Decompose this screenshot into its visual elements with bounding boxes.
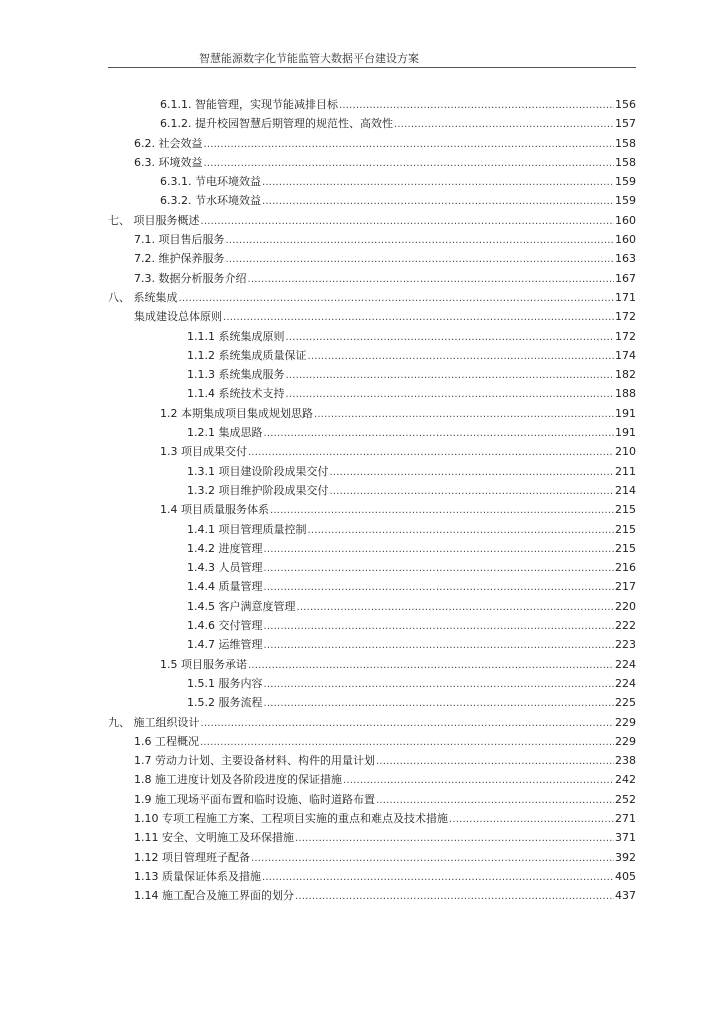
toc-entry-page-number: 437 [615,889,636,903]
toc-entry[interactable] [187,481,636,500]
toc-entry[interactable] [134,134,636,153]
toc-entry-label: 1.11 安全、文明施工及环保措施 [134,831,294,845]
toc-entry-label: 1.4.7 运维管理 [187,638,263,652]
toc-leader-dots [264,675,615,694]
toc-entry[interactable] [187,365,636,384]
toc-entry-page-number: 223 [615,638,636,652]
toc-entry-label: 1.5.1 服务内容 [187,676,263,690]
toc-entry-page-number: 158 [615,136,636,150]
toc-entry-label: 九、 施工组织设计 [108,715,200,729]
toc-entry-label: 1.8 施工进度计划及各阶段进度的保证措施 [134,773,342,787]
toc-entry-page-number: 174 [615,348,636,362]
toc-leader-dots [201,212,615,231]
toc-entry-label: 1.1.2 系统集成质量保证 [187,348,307,362]
toc-entry[interactable] [187,539,636,558]
table-of-contents [0,95,724,905]
toc-entry-label: 1.1.1 系统集成原则 [187,329,285,343]
toc-entry-label: 1.2 本期集成项目集成规划思路 [160,406,313,420]
toc-entry-page-number: 160 [615,233,636,247]
toc-entry-label: 1.4.2 进度管理 [187,541,263,555]
toc-leader-dots [314,405,614,424]
toc-entry-page-number: 371 [615,831,636,845]
toc-entry-page-number: 215 [615,503,636,517]
toc-entry-page-number: 172 [615,329,636,343]
toc-leader-dots [330,463,615,482]
toc-entry-page-number: 405 [615,869,636,883]
toc-entry-label: 八、 系统集成 [108,290,178,304]
toc-leader-dots [248,270,615,289]
toc-entry-page-number: 156 [615,98,636,111]
toc-entry[interactable] [187,635,636,654]
toc-leader-dots [262,173,614,192]
toc-leader-dots [264,578,615,597]
toc-entry-label: 集成建设总体原则 [134,310,222,324]
header-divider [108,67,636,68]
toc-leader-dots [297,598,615,617]
toc-entry-page-number: 216 [615,561,636,575]
toc-entry-label: 1.1.3 系统集成服务 [187,368,285,382]
toc-entry[interactable] [160,114,636,133]
toc-entry[interactable] [187,693,636,712]
toc-leader-dots [251,849,614,868]
toc-leader-dots [264,694,615,713]
toc-entry-label: 1.14 施工配合及施工界面的划分 [134,889,294,903]
toc-leader-dots [308,347,615,366]
toc-entry-label: 1.3.1 项目建设阶段成果交付 [187,464,329,478]
toc-entry-page-number: 172 [615,310,636,324]
toc-entry[interactable] [134,848,636,867]
toc-entry-label: 1.2.1 集成思路 [187,426,263,440]
toc-entry-page-number: 224 [615,657,636,671]
toc-entry[interactable] [187,558,636,577]
toc-leader-dots [376,791,614,810]
toc-entry[interactable] [160,442,636,461]
toc-entry[interactable] [187,577,636,596]
toc-entry-label: 1.3.2 项目维护阶段成果交付 [187,483,329,497]
toc-entry-page-number: 163 [615,252,636,266]
toc-entry-label: 1.3 项目成果交付 [160,445,247,459]
toc-leader-dots [376,752,614,771]
toc-entry-page-number: 171 [615,290,636,304]
toc-entry[interactable] [134,809,636,828]
toc-leader-dots [200,733,614,752]
toc-entry-label: 6.3. 环境效益 [134,155,203,169]
toc-leader-dots [204,154,615,173]
toc-entry-page-number: 222 [615,619,636,633]
toc-entry-page-number: 191 [615,426,636,440]
toc-leader-dots [204,135,615,154]
toc-entry[interactable] [134,828,636,847]
toc-entry[interactable] [108,288,636,307]
toc-entry-label: 1.4.4 质量管理 [187,580,263,594]
toc-entry-label: 1.1.4 系统技术支持 [187,387,285,401]
toc-leader-dots [264,636,615,655]
toc-entry[interactable] [160,404,636,423]
toc-leader-dots [270,501,614,520]
toc-entry[interactable] [187,597,636,616]
toc-entry-page-number: 242 [615,773,636,787]
toc-entry[interactable] [160,95,636,114]
toc-leader-dots [248,443,614,462]
toc-entry[interactable] [134,790,636,809]
toc-entry-page-number: 238 [615,754,636,768]
toc-entry-page-number: 215 [615,522,636,536]
toc-leader-dots [262,192,614,211]
toc-entry-page-number: 210 [615,445,636,459]
toc-entry-page-number: 191 [615,406,636,420]
toc-entry-page-number: 157 [615,117,636,131]
toc-entry-label: 7.1. 项目售后服务 [134,233,225,247]
toc-entry[interactable] [134,249,636,268]
page-header-title: 智慧能源数字化节能监管大数据平台建设方案 [199,52,419,65]
toc-entry[interactable] [160,172,636,191]
toc-leader-dots [449,810,614,829]
toc-entry-label: 1.9 施工现场平面布置和临时设施、临时道路布置 [134,792,375,806]
toc-leader-dots [286,328,615,347]
toc-entry[interactable] [187,423,636,442]
toc-entry-label: 1.4.3 人员管理 [187,561,263,575]
toc-entry-label: 1.12 项目管理班子配备 [134,850,250,864]
toc-leader-dots [226,231,615,250]
toc-entry-label: 1.13 质量保证体系及措施 [134,869,261,883]
toc-entry-page-number: 211 [615,464,636,478]
toc-entry-label: 7.3. 数据分析服务介绍 [134,271,247,285]
toc-leader-dots [201,714,615,733]
toc-leader-dots [343,771,614,790]
toc-leader-dots [179,289,615,308]
toc-leader-dots [264,559,615,578]
toc-entry[interactable] [187,346,636,365]
toc-leader-dots [264,617,615,636]
toc-entry[interactable] [187,616,636,635]
toc-entry[interactable] [187,384,636,403]
toc-entry[interactable] [160,655,636,674]
toc-entry[interactable] [134,770,636,789]
toc-entry-label: 1.10 专项工程施工方案、工程项目实施的重点和难点及技术措施 [134,811,448,825]
toc-entry-label: 1.5.2 服务流程 [187,696,263,710]
toc-entry-label: 1.6 工程概况 [134,734,199,748]
toc-entry[interactable] [134,867,636,886]
toc-entry-page-number: 271 [615,811,636,825]
toc-entry-page-number: 229 [615,734,636,748]
toc-entry-label: 6.3.1. 节电环境效益 [160,175,261,189]
toc-entry-page-number: 220 [615,599,636,613]
toc-entry-label: 6.1.2. 提升校园智慧后期管理的规范性、高效性 [160,117,393,131]
toc-entry-label: 6.3.2. 节水环境效益 [160,194,261,208]
toc-entry-page-number: 167 [615,271,636,285]
toc-leader-dots [262,868,614,887]
toc-entry-page-number: 252 [615,792,636,806]
toc-entry[interactable] [134,230,636,249]
toc-entry-label: 6.1.1. 智能管理，实现节能减排目标 [160,98,338,111]
toc-leader-dots [248,656,614,675]
toc-entry[interactable] [134,886,636,905]
toc-entry-page-number: 159 [615,194,636,208]
toc-entry[interactable] [108,211,636,230]
toc-entry[interactable] [160,191,636,210]
toc-entry[interactable] [108,713,636,732]
toc-leader-dots [264,424,615,443]
toc-leader-dots [286,366,615,385]
toc-entry[interactable] [134,732,636,751]
toc-entry-page-number: 215 [615,541,636,555]
toc-entry[interactable] [187,462,636,481]
toc-entry[interactable] [134,751,636,770]
toc-leader-dots [286,385,615,404]
toc-entry-page-number: 217 [615,580,636,594]
toc-entry-page-number: 229 [615,715,636,729]
toc-entry-label: 七、 项目服务概述 [108,213,200,227]
toc-entry[interactable] [187,520,636,539]
toc-entry[interactable] [160,500,636,519]
toc-leader-dots [339,96,614,115]
toc-entry[interactable] [187,327,636,346]
toc-entry-label: 1.4.1 项目管理质量控制 [187,522,307,536]
toc-entry-label: 7.2. 维护保养服务 [134,252,225,266]
toc-entry-label: 1.5 项目服务承诺 [160,657,247,671]
toc-entry[interactable] [187,674,636,693]
toc-entry[interactable] [134,153,636,172]
toc-entry-label: 1.4 项目质量服务体系 [160,503,269,517]
toc-entry-label: 1.4.5 客户满意度管理 [187,599,296,613]
toc-entry-label: 1.7 劳动力计划、主要设备材料、构件的用量计划 [134,754,375,768]
toc-entry-page-number: 160 [615,213,636,227]
toc-entry-page-number: 225 [615,696,636,710]
toc-entry-page-number: 214 [615,483,636,497]
toc-entry[interactable] [134,307,636,326]
toc-leader-dots [330,482,615,501]
toc-leader-dots [226,250,615,269]
toc-entry-label: 6.2. 社会效益 [134,136,203,150]
toc-entry[interactable] [134,269,636,288]
toc-leader-dots [295,829,614,848]
toc-entry-page-number: 159 [615,175,636,189]
toc-leader-dots [223,308,614,327]
toc-entry-page-number: 188 [615,387,636,401]
toc-leader-dots [264,540,615,559]
toc-leader-dots [394,115,614,134]
toc-leader-dots [308,521,615,540]
toc-entry-page-number: 392 [615,850,636,864]
toc-entry-page-number: 224 [615,676,636,690]
toc-leader-dots [295,887,614,906]
toc-entry-page-number: 182 [615,368,636,382]
toc-entry-label: 1.4.6 交付管理 [187,619,263,633]
toc-entry-page-number: 158 [615,155,636,169]
